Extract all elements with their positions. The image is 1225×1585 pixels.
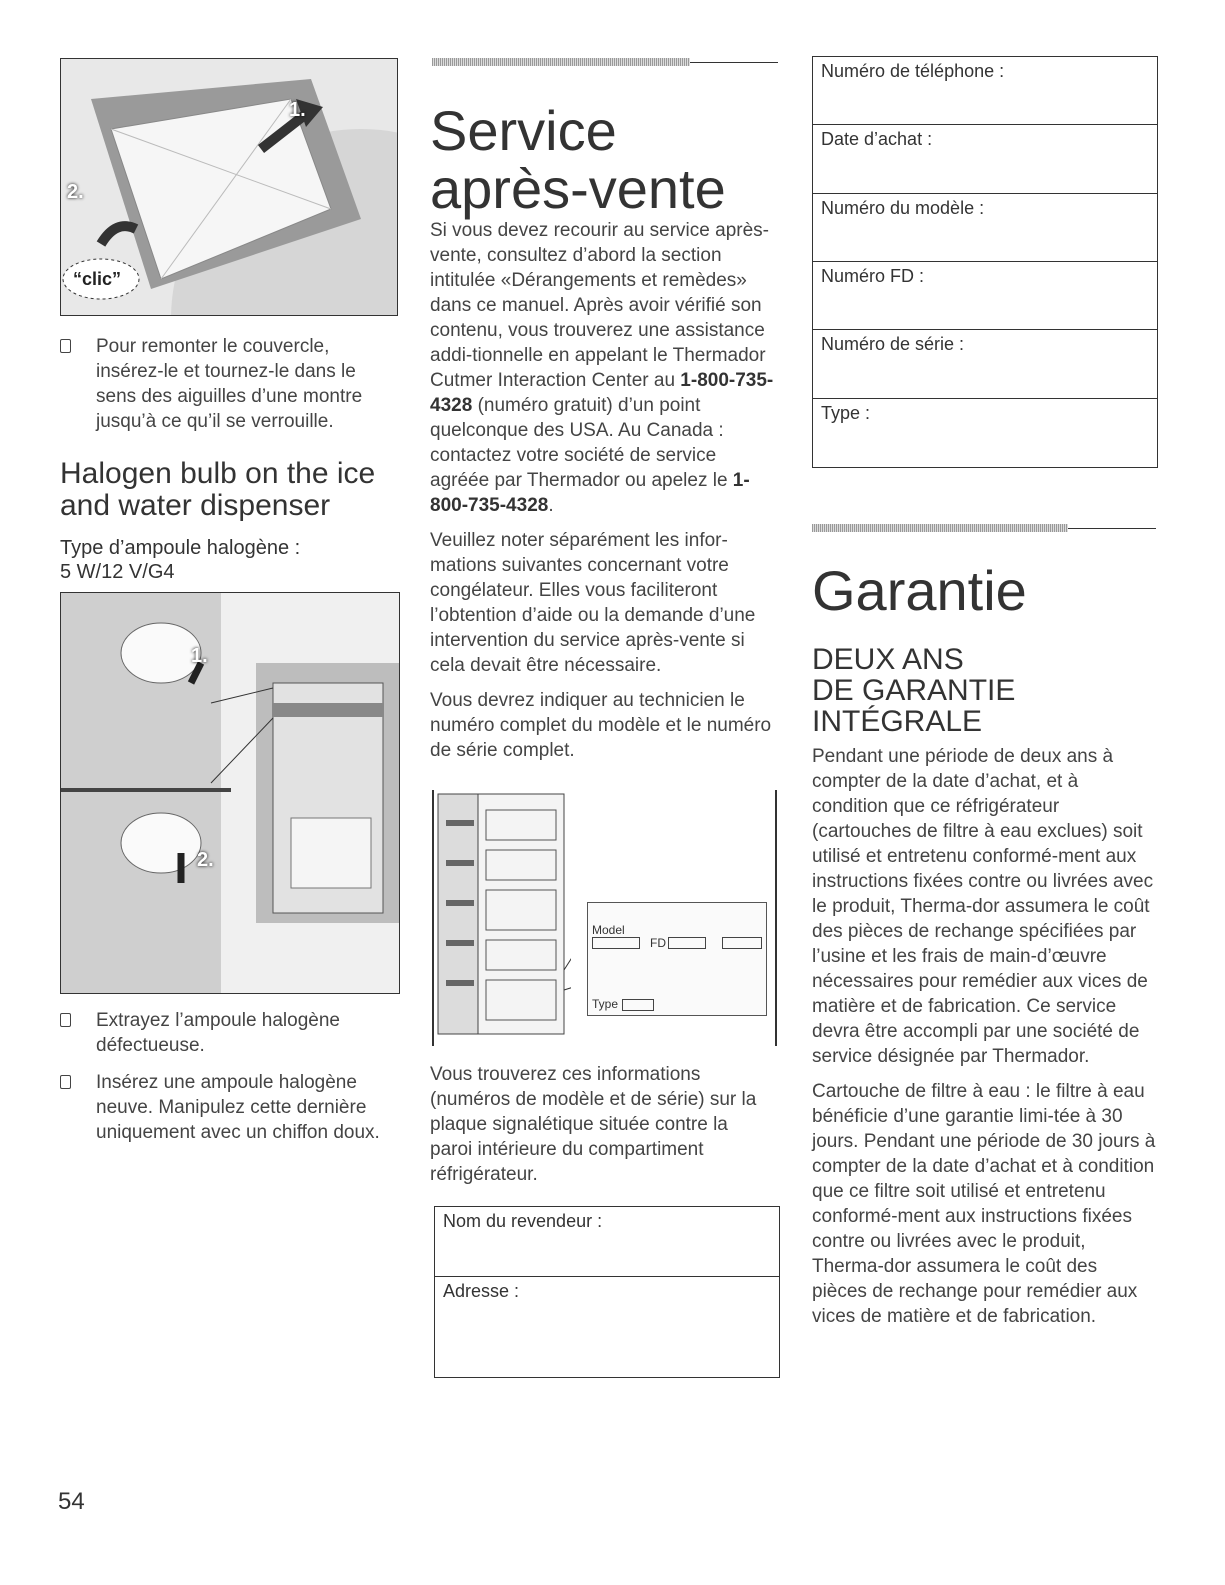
bracket-right — [775, 790, 777, 1046]
warranty-paragraph-2: Cartouche de filtre à eau : le filtre à eau bénéficie d’une garantie limi-tée à 30 jours. Pendant une période de 30 jours à compter de la date d’achat et à condition que ce filtre soit utilisé et entretenu conformé-ment aux instructions fixées contre ou livrées avec le produit, Therma-dor assumera le coût des pièces de rechange pour remédier aux vices de matière et de fabrication. — [812, 1081, 1156, 1327]
dealer-name-field[interactable]: Nom du revendeur : — [435, 1207, 779, 1277]
page-title-warranty: Garantie — [812, 559, 1027, 622]
phone-number-field[interactable]: Numéro de téléphone : — [813, 57, 1157, 125]
section-bar — [432, 58, 690, 66]
bulb-type-line2: 5 W/12 V/G4 — [60, 561, 175, 583]
warranty-paragraph-1: Pendant une période de deux ans à compter de la date d’achat, et à condition que ce réfrigérateur (cartouches de filtre à eau exclues) soit utilisé et entretenu conformé-ment aux instructions fixées contre ou livrées avec le produit, Therma-dor assumera le coût des pièces de rechange spécifiées par l’usine et les frais de main-d’œuvre nécessaires pour remédier aux vices de matière et de fabrication. Ce service devra être accompli par une société de service désignée par Thermador. — [812, 746, 1154, 1067]
halogen-bulb-drawing — [61, 593, 399, 993]
warranty-subheading-line1: DEUX ANS — [812, 643, 964, 676]
serial-number-field[interactable]: Numéro de série : — [813, 330, 1157, 399]
halogen-bulb-illustration — [60, 592, 400, 994]
dealer-form — [434, 1206, 780, 1378]
rating-plate — [587, 902, 767, 1016]
warranty-subheading — [812, 644, 1162, 737]
step-2-label: 2. — [67, 181, 84, 203]
checkbox-bullet-icon — [60, 339, 71, 353]
purchase-date-field[interactable]: Date d’achat : — [813, 125, 1157, 194]
service-intro-text: Si vous devez recourir au service après-vente, consultez d’abord la section intitulée «Dérangements et remèdes» dans ce manuel. Après avoir vérifié son contenu, vous trouverez une assistance addi-tionnelle en appelant le Thermador Cutmer Interaction Center au — [430, 220, 769, 391]
page-number: 54 — [58, 1488, 85, 1515]
checkbox-bullet-icon — [60, 1013, 71, 1027]
period-text: . — [548, 495, 554, 516]
service-paragraph-3: Vous devrez indiquer au technicien le numéro complet du modèle et le numéro de série complet. — [430, 690, 772, 761]
rating-plate-figure — [432, 790, 777, 1046]
warranty-subheading-line2: DE GARANTIE — [812, 674, 1016, 707]
service-paragraph-4: Vous trouverez ces informations (numéros de modèle et de série) sur la plaque signalétique située contre la paroi intérieure du compartiment réfrigérateur. — [430, 1064, 757, 1185]
phone-number-canada: 1-800-735-4328 — [430, 470, 750, 516]
bracket-left — [432, 790, 434, 1046]
list-item — [60, 1008, 400, 1058]
fd-box — [668, 937, 706, 949]
bullet-text: Extrayez l’ampoule halogène défectueuse. — [96, 1010, 340, 1056]
bulb-type-line1: Type d’ampoule halogène : — [60, 537, 301, 559]
bullet-text: Insérez une ampoule halogène neuve. Manipulez cette dernière uniquement avec un chiffon doux. — [96, 1072, 380, 1143]
step-2-label: 2. — [197, 849, 214, 871]
bullet-text: Pour remonter le couvercle, insérez-le et tournez-le dans le sens des aiguilles d’une montre jusqu’à ce qu’il se verrouille. — [96, 336, 363, 432]
service-paragraph-2: Veuillez noter séparément les infor-mations suivantes concernant votre congélateur. Elles vous faciliteront l’obtention d’aide ou la demande d’une intervention du service après-vente si cela devait être nécessaire. — [430, 530, 756, 676]
list-item — [60, 334, 400, 434]
section-heading-halogen: Halogen bulb on the ice and water dispenser — [60, 457, 376, 522]
page-title-service: Service après-vente — [430, 99, 726, 220]
warranty-subheading-line3: INTÉGRALE — [812, 705, 983, 738]
model-number-field[interactable]: Numéro du modèle : — [813, 194, 1157, 262]
product-info-form — [812, 56, 1158, 468]
step-1-label: 1. — [191, 645, 208, 667]
bulb-instruction-list — [60, 1008, 400, 1151]
service-text — [430, 218, 775, 763]
address-field[interactable]: Adresse : — [443, 1281, 520, 1301]
filter-cover-illustration — [60, 58, 398, 316]
checkbox-bullet-icon — [60, 1075, 71, 1089]
model-label: Model — [592, 923, 625, 937]
bulb-type-subheading — [60, 536, 400, 584]
fd-label: FD — [650, 936, 666, 950]
list-item — [60, 1070, 400, 1145]
section-rule — [1068, 528, 1156, 529]
service-paragraph-1 — [430, 218, 775, 518]
serial-box — [722, 937, 762, 949]
cover-instruction-list — [60, 334, 400, 440]
warranty-text — [812, 744, 1157, 1329]
refrigerator-drawing — [436, 790, 571, 1040]
type-box — [622, 999, 654, 1011]
clic-label: “clic” — [73, 269, 122, 289]
section-rule — [690, 62, 778, 63]
phone-number-usa: 1-800-735-4328 — [430, 370, 774, 416]
type-label: Type — [592, 997, 619, 1011]
model-box — [592, 937, 640, 949]
fd-number-field[interactable]: Numéro FD : — [813, 262, 1157, 330]
step-1-label: 1. — [289, 99, 306, 121]
type-field[interactable]: Type : — [821, 403, 871, 423]
section-bar — [812, 524, 1068, 532]
service-canada-text: (numéro gratuit) d’un point quelconque des USA. Au Canada : contactez votre société de service agréée par Thermador ou apelez le — [430, 395, 728, 491]
